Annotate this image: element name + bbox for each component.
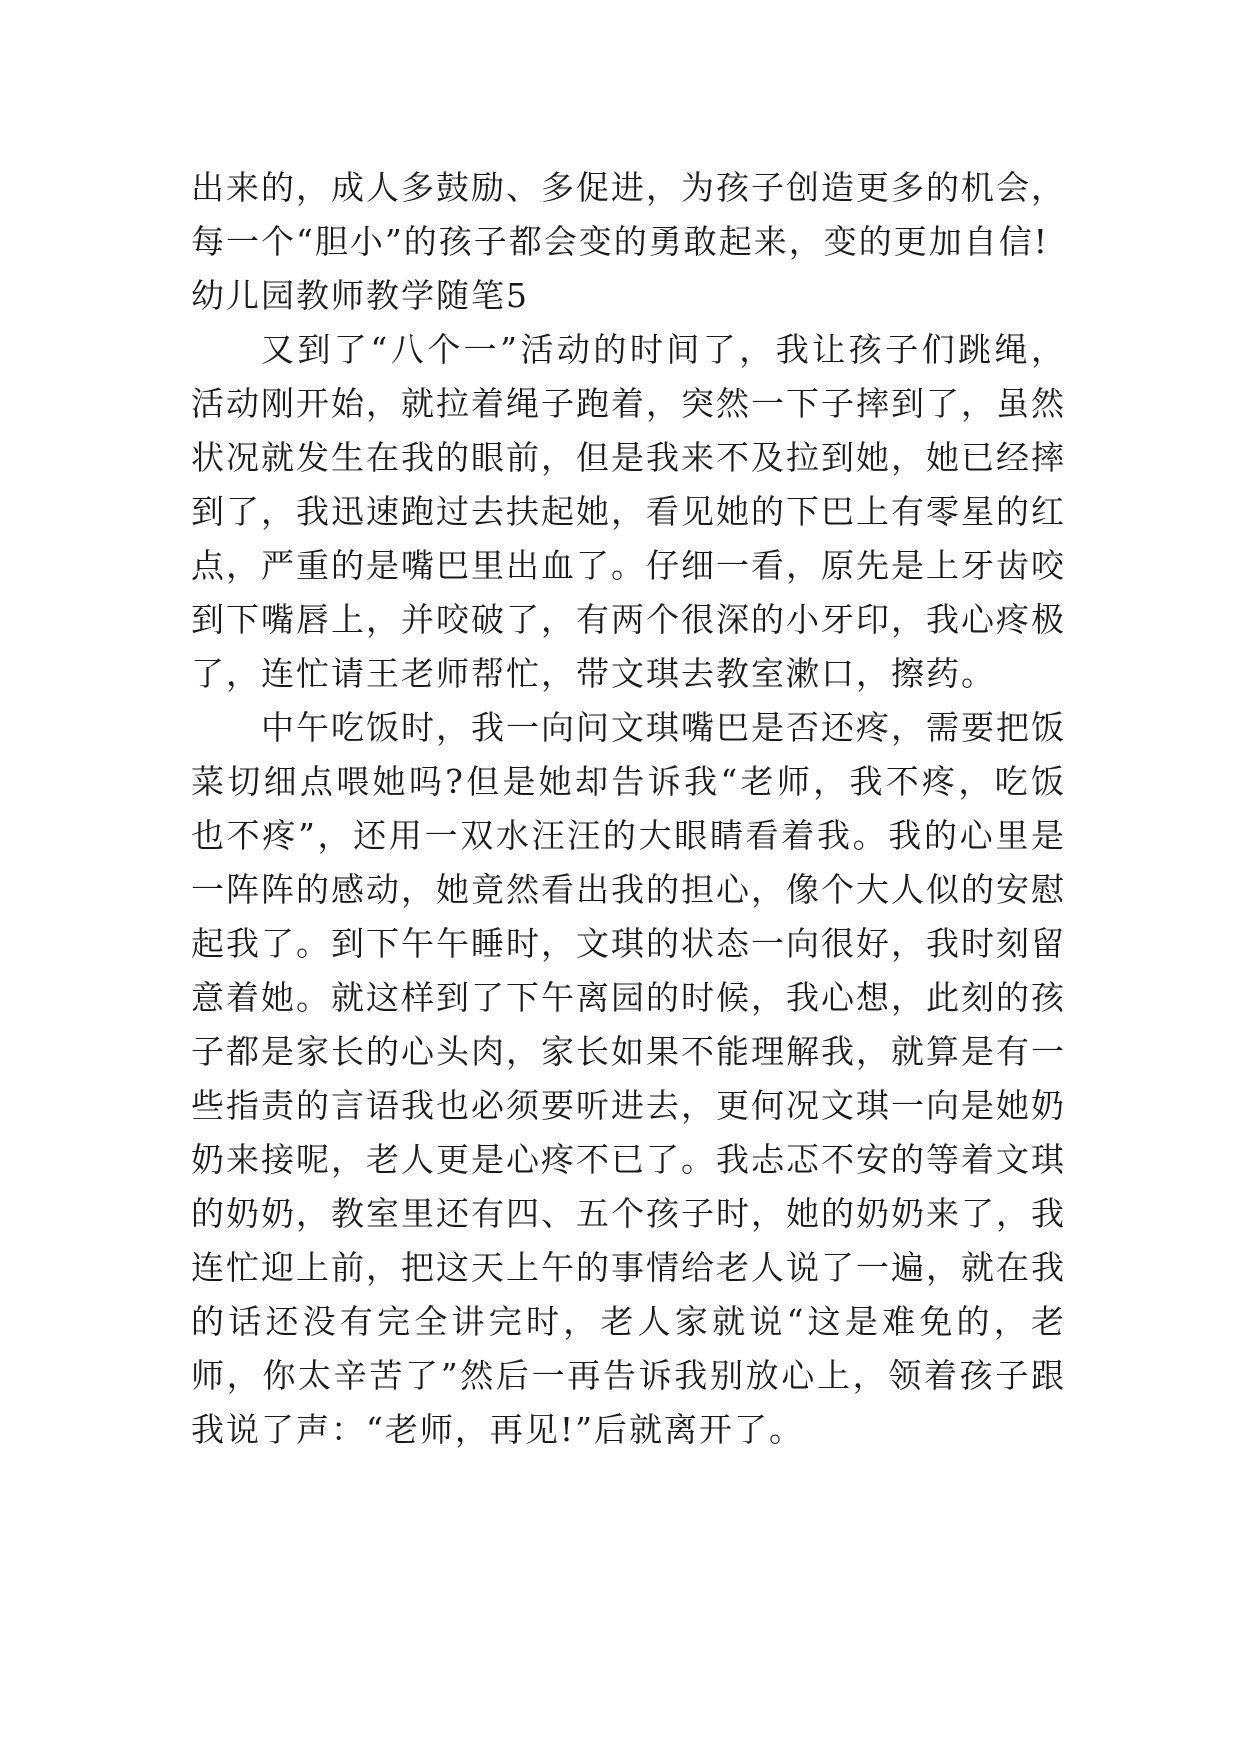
section-title: 幼儿园教师教学随笔5 [191,276,529,315]
paragraph-2: 中午吃饭时，我一向问文琪嘴巴是否还疼，需要把饭菜切细点喂她吗?但是她却告诉我“老师，我不疼，吃饭也不疼”，还用一双水汪汪的大眼睛看着我。我的心里是一阵阵的感动，她竟然看出我的担心，像个大人似的安慰起我了。到下午午睡时，文琪的状态一向很好，我时刻留意着她。就这样到了下午离园的时候，我心想，此刻的孩子都是家长的心头肉，家长如果不能理解我，就算是有一些指责的言语我也必须要听进去，更何况文琪一向是她奶奶来接呢，老人更是心疼不已了。我忐忑不安的等着文琪的奶奶，教室里还有四、五个孩子时，她的奶奶来了，我连忙迎上前，把这天上午的事情给老人说了一遍，就在我的话还没有完全讲完时，老人家就说“这是难免的，老师，你太辛苦了”然后一再告诉我别放心上，领着孩子跟我说了声：“老师，再见!”后就离开了。 [191,708,1066,1449]
document-body [191,161,1066,1457]
continuation-paragraph: 出来的，成人多鼓励、多促进，为孩子创造更多的机会，每一个“胆小”的孩子都会变的勇敢起来，变的更加自信! [191,168,1066,261]
paragraph-1: 又到了“八个一”活动的时间了，我让孩子们跳绳，活动刚开始，就拉着绳子跑着，突然一下子摔到了，虽然状况就发生在我的眼前，但是我来不及拉到她，她已经摔到了，我迅速跑过去扶起她，看见她的下巴上有零星的红点，严重的是嘴巴里出血了。仔细一看，原先是上牙齿咬到下嘴唇上，并咬破了，有两个很深的小牙印，我心疼极了，连忙请王老师帮忙，带文琪去教室漱口，擦药。 [191,330,1066,693]
